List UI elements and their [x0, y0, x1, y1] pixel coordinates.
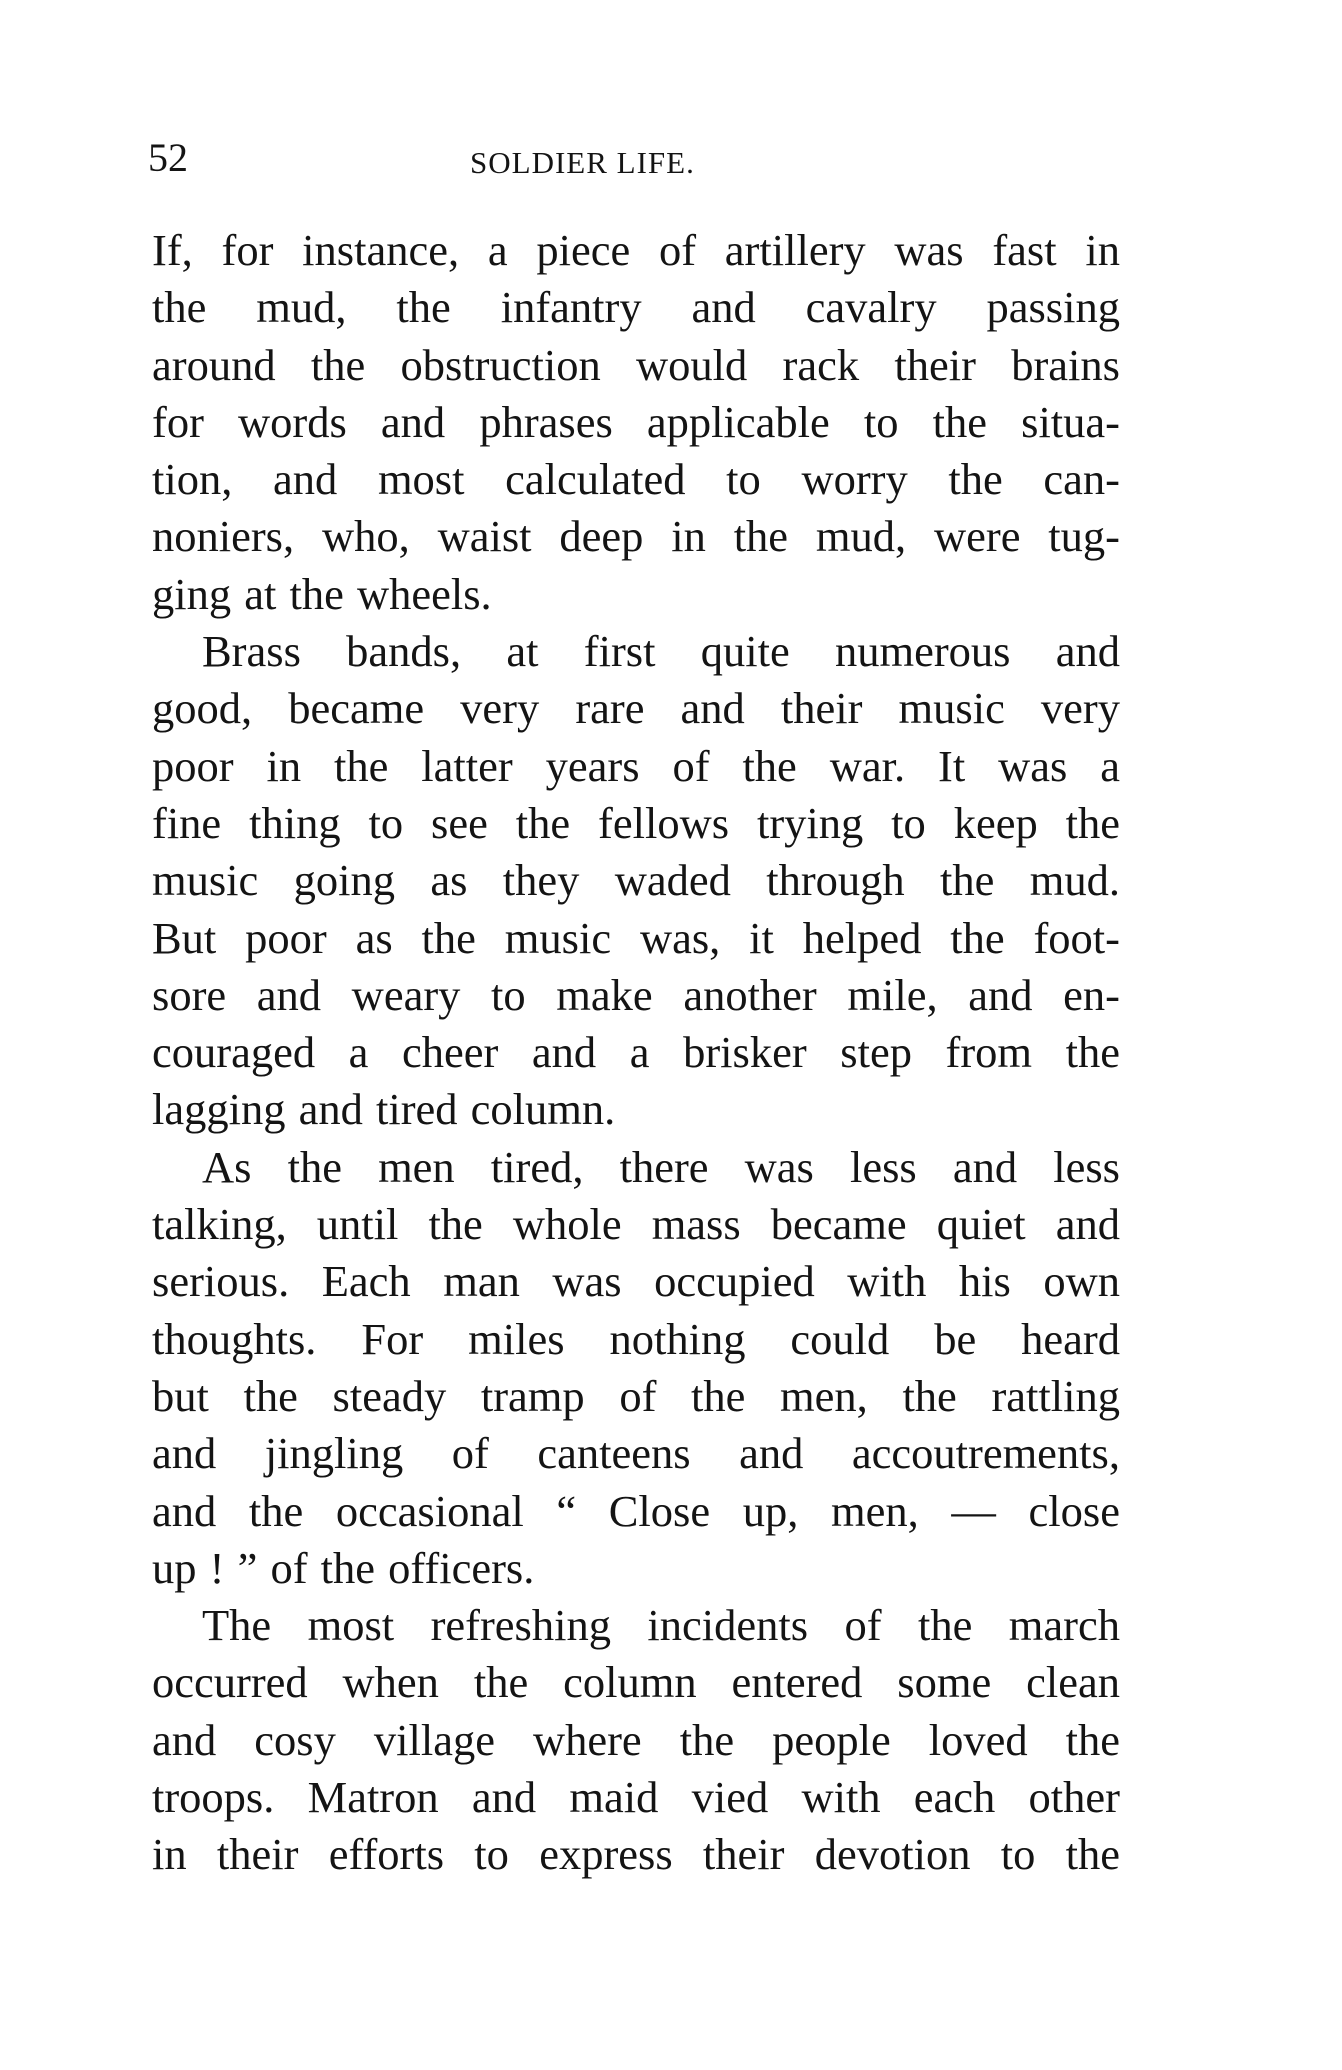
- text-line: and cosy village where the people loved the: [152, 1714, 1120, 1765]
- text-line: talking, until the whole mass became quiet and: [152, 1199, 1120, 1250]
- text-line: but the steady tramp of the men, the rattling: [152, 1370, 1120, 1421]
- text-line: The most refreshing incidents of the march: [202, 1600, 1120, 1651]
- text-line: couraged a cheer and a brisker step from the: [152, 1027, 1120, 1078]
- text-line: sore and weary to make another mile, and en-: [152, 969, 1120, 1020]
- text-line: poor in the latter years of the war. It was a: [152, 740, 1120, 791]
- text-line: for words and phrases applicable to the situa-: [152, 396, 1120, 447]
- text-line: troops. Matron and maid vied with each other: [152, 1772, 1120, 1823]
- text-line: As the men tired, there was less and less: [202, 1141, 1120, 1192]
- text-line: good, became very rare and their music very: [152, 683, 1120, 734]
- body-text: [152, 222, 1120, 1884]
- text-line: If, for instance, a piece of artillery was fast in: [152, 225, 1120, 275]
- text-line: around the obstruction would rack their brains: [152, 339, 1120, 390]
- text-line: occurred when the column entered some clean: [152, 1657, 1120, 1708]
- text-line: and the occasional “ Close up, men, — close: [152, 1485, 1120, 1536]
- text-line: tion, and most calculated to worry the can-: [152, 454, 1120, 505]
- text-line: lagging and tired column.: [152, 1084, 616, 1135]
- text-line: in their efforts to express their devotion to the: [152, 1829, 1120, 1880]
- text-line: and jingling of canteens and accoutrements,: [152, 1428, 1120, 1479]
- page-number: 52: [148, 135, 188, 180]
- text-line: noniers, who, waist deep in the mud, were tug-: [152, 511, 1120, 562]
- text-line: fine thing to see the fellows trying to keep the: [152, 797, 1120, 848]
- text-line: up ! ” of the officers.: [152, 1542, 535, 1593]
- text-line: But poor as the music was, it helped the foot-: [152, 912, 1120, 963]
- text-line: Brass bands, at first quite numerous and: [202, 626, 1120, 677]
- text-line: ging at the wheels.: [152, 568, 492, 619]
- text-line: thoughts. For miles nothing could be heard: [152, 1313, 1120, 1364]
- text-line: serious. Each man was occupied with his own: [152, 1256, 1120, 1307]
- text-line: music going as they waded through the mud.: [152, 855, 1120, 906]
- text-line: the mud, the infantry and cavalry passing: [152, 282, 1120, 333]
- running-title: SOLDIER LIFE.: [470, 145, 695, 180]
